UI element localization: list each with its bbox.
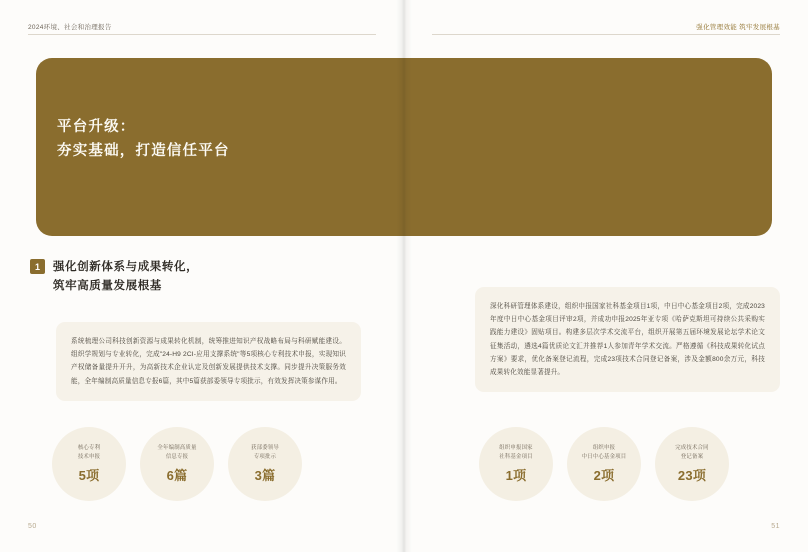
stat-value: 1项 bbox=[505, 467, 527, 483]
stat-label-line2: 社科基金项目 bbox=[499, 453, 533, 460]
stat-label-line2: 中日中心基金项目 bbox=[581, 453, 627, 460]
section-heading bbox=[30, 258, 198, 296]
page-number-left: 50 bbox=[28, 523, 37, 530]
stat-value: 2项 bbox=[593, 467, 615, 483]
left-stat-group bbox=[52, 427, 302, 501]
stat-circle bbox=[52, 427, 126, 501]
stat-label-line1: 全年编制高质量 bbox=[157, 445, 197, 452]
stat-value: 23项 bbox=[677, 467, 707, 483]
stat-label-line1: 获部委领导 bbox=[251, 445, 279, 452]
header-rule-left bbox=[28, 34, 376, 35]
section-title bbox=[53, 258, 198, 296]
stat-value: 3篇 bbox=[254, 467, 276, 483]
section-number-badge: 1 bbox=[30, 259, 45, 274]
section-title-line1: 强化创新体系与成果转化， bbox=[53, 261, 199, 273]
stat-value: 6篇 bbox=[166, 467, 188, 483]
stat-label-line1: 组织申报 bbox=[592, 445, 616, 452]
left-body-paragraph: 系统梳理公司科技创新资源与成果转化机制，统筹推进知识产权战略布局与科研赋能建设。组织学规划与专业转化，完成"24-H9 2CI-应用支撑系统"等5项核心专利技术申报，实现知识产权储备量提升开升，为高新技术企业认定及创新发展提供技术支撑。同步提升决策服务效能，全年编制高质量信息专报6篇，其中5篇获部委领导专项批示，有效发挥决策参谋作用。 bbox=[71, 338, 346, 385]
running-head-right: 强化管理效能 筑牢发展根基 bbox=[696, 24, 780, 31]
hero-text-block bbox=[57, 116, 230, 164]
stat-circle bbox=[655, 427, 729, 501]
stat-circle bbox=[140, 427, 214, 501]
right-body-card bbox=[475, 287, 780, 392]
stat-label-line1: 组织申报国家 bbox=[499, 445, 533, 452]
left-body-card bbox=[56, 322, 361, 401]
hero-title-line2: 夯实基础，打造信任平台 bbox=[57, 142, 230, 159]
stat-circle bbox=[479, 427, 553, 501]
stat-label-line1: 完成技术合同 bbox=[675, 445, 709, 452]
header-rule-right bbox=[432, 34, 780, 35]
section-title-line2: 筑牢高质量发展根基 bbox=[53, 279, 162, 292]
page-number-right: 51 bbox=[771, 523, 780, 530]
stat-label-line2: 登记备案 bbox=[680, 453, 704, 460]
stat-value: 5项 bbox=[78, 467, 100, 483]
hero-title-line1: 平台升级： bbox=[57, 119, 136, 135]
right-stat-group bbox=[479, 427, 729, 501]
running-head-left: 2024环境、社会和治理报告 bbox=[28, 24, 112, 31]
stat-label-line2: 信息专报 bbox=[165, 453, 189, 460]
stat-label-line2: 专项批示 bbox=[253, 453, 277, 460]
stat-label-line1: 核心专利 bbox=[77, 445, 101, 452]
stat-label-line2: 技术申报 bbox=[77, 453, 101, 460]
stat-circle bbox=[228, 427, 302, 501]
right-body-paragraph: 深化科研管理体系建设，组织申报国家社科基金项目1项，中日中心基金项目2项，完成2023年度中日中心基金项目评审2项，并成功申报2025年亚专项《哈萨克斯坦可持续公共采购实践能力建设》固贴项目。构建多层次学术交流平台，组织开展第五届环境发展论坛学术论文征集活动，遴选4篇优质论文汇并推荐1人参加青年学术交流。严格遵循《科技成果转化试点方案》要求，优化备案登记流程，完成23项技术合同登记备案，涉及金额800余万元，科技成果转化效能显著提升。 bbox=[490, 303, 765, 376]
hero-banner bbox=[36, 58, 772, 236]
stat-circle bbox=[567, 427, 641, 501]
